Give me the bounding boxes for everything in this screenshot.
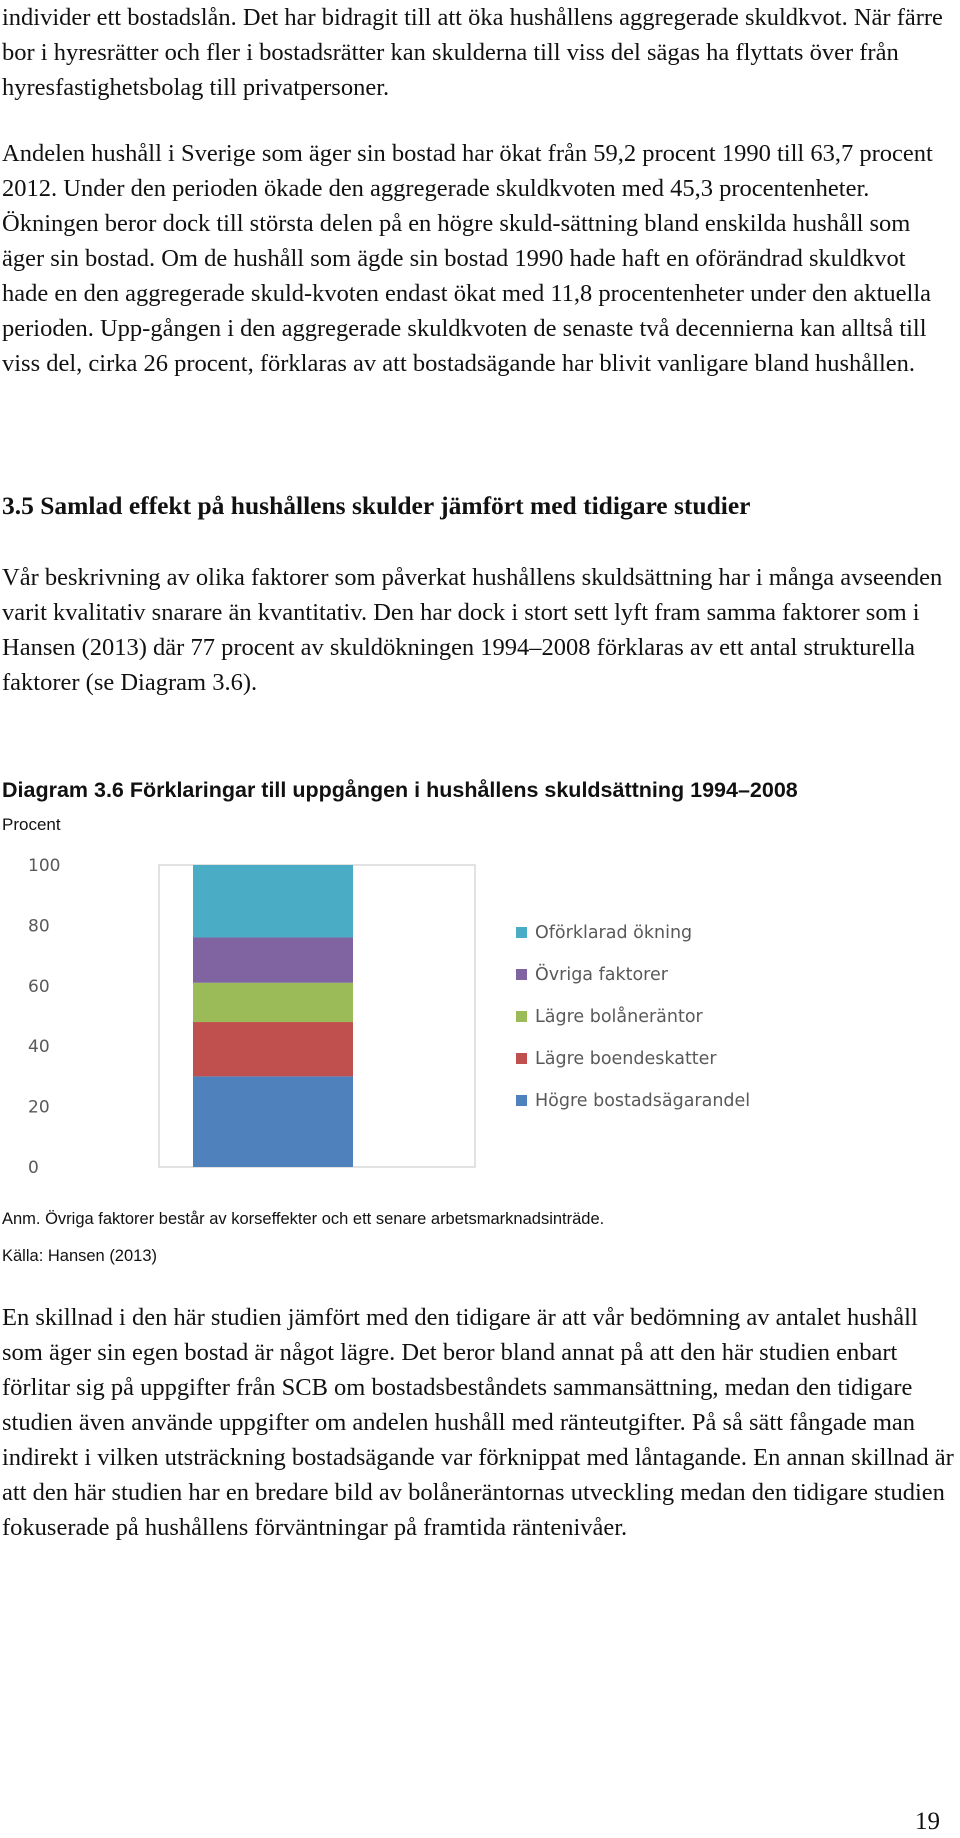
body-paragraph-1: individer ett bostadslån. Det har bidragit till att öka hushållens aggregerade skuldkvot. När färre bor i hyresrätter och fler i bostadsrätter kan skulderna till viss del sägas ha flyttats över från hyresfastighetsbolag till privatpersoner. xyxy=(2,4,943,101)
bar-segment xyxy=(193,865,353,937)
body-paragraph-4: En skillnad i den här studien jämfört med den tidigare är att vår bedömning av antalet hushåll som äger sin egen bostad är något lägre. Det beror bland annat på att den här studien enbart förlitar sig på uppgifter från SCB om bostadsbeståndets sammansättning, medan den tidigare studien även använde uppgifter om andelen hushåll med ränteutgifter. På så sätt fångade man indirekt i vilken utsträckning bostadsägande var förknippat med låntagande. En annan skillnad är att den här studien har en bredare bild av bolåneräntornas utveckling medan den tidigare studien fokuserade på hushållens förväntningar på framtida räntenivåer. xyxy=(2,1304,954,1541)
bar-segment xyxy=(193,1022,353,1076)
legend-swatch xyxy=(516,927,527,938)
y-tick-label: 80 xyxy=(28,916,50,937)
y-tick-label: 40 xyxy=(28,1037,50,1058)
legend-label: Lägre bolåneräntor xyxy=(535,1007,703,1027)
stacked-bar-chart xyxy=(0,845,960,1205)
legend-swatch xyxy=(516,969,527,980)
y-tick-label: 100 xyxy=(28,856,61,876)
y-tick-label: 20 xyxy=(28,1097,50,1118)
legend-label: Oförklarad ökning xyxy=(535,923,693,943)
bar-segment xyxy=(193,983,353,1022)
body-paragraph-3: Vår beskrivning av olika faktorer som påverkat hushållens skuldsättning har i många avseenden varit kvalitativ snarare än kvantitativ. Den har dock i stort sett lyft fram samma faktorer som i Hansen (2013) där 77 procent av skuldökningen 1994–2008 förklaras av ett antal strukturella faktorer (se Diagram 3.6). xyxy=(2,564,943,696)
legend-swatch xyxy=(516,1095,527,1106)
diagram-note: Anm. Övriga faktorer består av korseffekter och ett senare arbetsmarknadsinträde. xyxy=(2,1210,605,1228)
bar-segment xyxy=(193,1076,353,1167)
y-axis-unit: Procent xyxy=(2,815,61,834)
page-number: 19 xyxy=(915,1808,940,1835)
legend-label: Övriga faktorer xyxy=(535,965,668,985)
body-paragraph-2: Andelen hushåll i Sverige som äger sin bostad har ökat från 59,2 procent 1990 till 63,7 procent 2012. Under den perioden ökade den aggregerade skuldkvoten med 45,3 procentenheter. Ökningen beror dock till största delen på en högre skuld-sättning bland enskilda hushåll som äger sin bostad. Om de hushåll som ägde sin bostad 1990 hade haft en oförändrad skuldkvot hade en den aggregerade skuld-kvoten endast ökat med 11,8 procentenheter under den aktuella perioden. Upp-gången i den aggregerade skuldkvoten de senaste två decennierna kan alltså till viss del, cirka 26 procent, förklaras av att bostadsägande har blivit vanligare bland hushållen. xyxy=(2,140,933,377)
legend-swatch xyxy=(516,1011,527,1022)
bar-segment xyxy=(193,937,353,982)
diagram-source: Källa: Hansen (2013) xyxy=(2,1247,158,1265)
bar-segments xyxy=(193,865,353,1167)
y-tick-label: 60 xyxy=(28,976,50,997)
y-tick-label: 0 xyxy=(28,1158,39,1178)
legend-label: Lägre boendeskatter xyxy=(535,1049,717,1069)
diagram-title: Diagram 3.6 Förklaringar till uppgången i hushållens skuldsättning 1994–2008 xyxy=(2,778,798,802)
section-heading: 3.5 Samlad effekt på hushållens skulder jämfört med tidigare studier xyxy=(2,491,751,520)
y-axis-ticks xyxy=(28,856,60,1178)
chart-legend xyxy=(516,923,750,1111)
legend-swatch xyxy=(516,1053,527,1064)
legend-label: Högre bostadsägarandel xyxy=(535,1091,751,1111)
